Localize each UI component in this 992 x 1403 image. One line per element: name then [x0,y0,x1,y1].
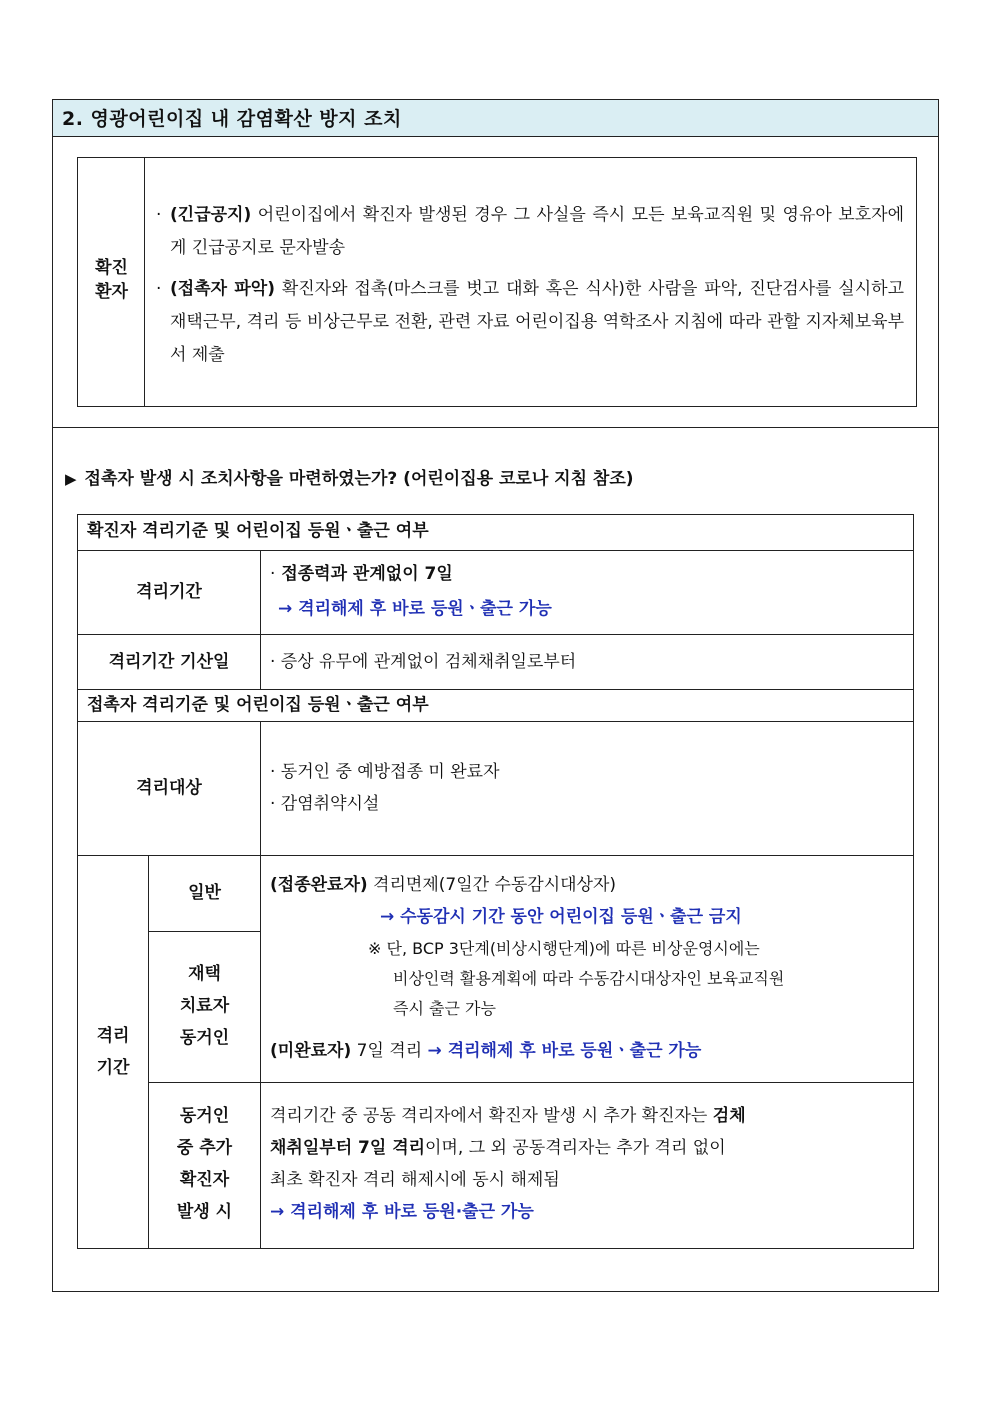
table-header-contact: 접촉자 격리기준 및 어린이집 등원ㆍ출근 여부 [87,695,429,715]
group-label-isolation-period: 격리 기간 [96,1026,130,1078]
row-label-period-start: 격리기간 기산일 [108,652,230,672]
row-label-isolation-target: 격리대상 [136,778,202,798]
confirmed-label-cell [78,158,145,406]
checklist-question: ▶ 접촉자 발생 시 조치사항을 마련하였는가? (어린이집용 코로나 지침 참조) [65,469,634,489]
section-header [53,100,938,137]
vaccinated-rule: (접종완료자) 격리면제(7일간 수동감시대상자) [270,875,617,895]
vaccinated-arrow: → 수동감시 기간 동안 어린이집 등원ㆍ출근 금지 [380,907,742,927]
bullet-emergency-notice: · (긴급공지) 어린이집에서 확진자 발생된 경우 그 사실을 즉시 모든 보육교직원 및 영유아 보호자에게 긴급공지로 문자발송 [156,205,904,258]
confirmed-patient-box [77,157,917,407]
sub-label-general: 일반 [188,883,221,903]
isolation-target-item: · 동거인 중 예방접종 미 완료자 [270,762,500,782]
extra-confirmed-rule: 격리기간 중 공동 격리자에서 확진자 발생 시 추가 확진자는 검체 채취일부터 7일 격리이며, 그 외 공동격리자는 추가 격리 없이 최초 확진자 격리 해제시에 동시 해제됨 → 격리해제 후 바로 등원·출근 가능 [270,1106,746,1222]
isolation-period-value: · 접종력과 관계없이 7일 [270,564,453,584]
row-label-isolation-period: 격리기간 [136,582,202,602]
period-start-value: · 증상 유무에 관계없이 검체채취일로부터 [270,652,577,672]
bullet-contact-tracing: · (접촉자 파악) 확진자와 접촉(마스크를 벗고 대화 혹은 식사)한 사람을 파악, 진단검사를 실시하고 재택근무, 격리 등 비상근무로 전환, 관련 자료 어린이집용 역학조사 지침에 따라 관할 지자체보육부서 제출 [156,279,904,365]
isolation-target-item: · 감염취약시설 [270,794,380,814]
confirmed-label: 확진 환자 [95,258,128,302]
bcp-note: ※ 단, BCP 3단계(비상시행단계)에 따른 비상운영시에는 비상인력 활용계획에 따라 수동감시대상자인 보육교직원 즉시 출근 가능 [368,939,785,1018]
isolation-period-arrow: → 격리해제 후 바로 등원ㆍ출근 가능 [278,599,552,619]
section-divider [53,427,938,428]
table-header-confirmed: 확진자 격리기준 및 어린이집 등원ㆍ출근 여부 [87,521,429,541]
section-title: 2. 영광어린이집 내 감염확산 방지 조치 [62,108,402,130]
unvaccinated-rule: (미완료자) 7일 격리 → 격리해제 후 바로 등원ㆍ출근 가능 [270,1041,702,1061]
sub-label-home-treatment: 재택 치료자 동거인 [179,964,230,1048]
sub-label-extra-confirmed: 동거인 중 추가 확진자 발생 시 [176,1106,233,1222]
triangle-bullet-icon: ▶ [65,470,77,488]
